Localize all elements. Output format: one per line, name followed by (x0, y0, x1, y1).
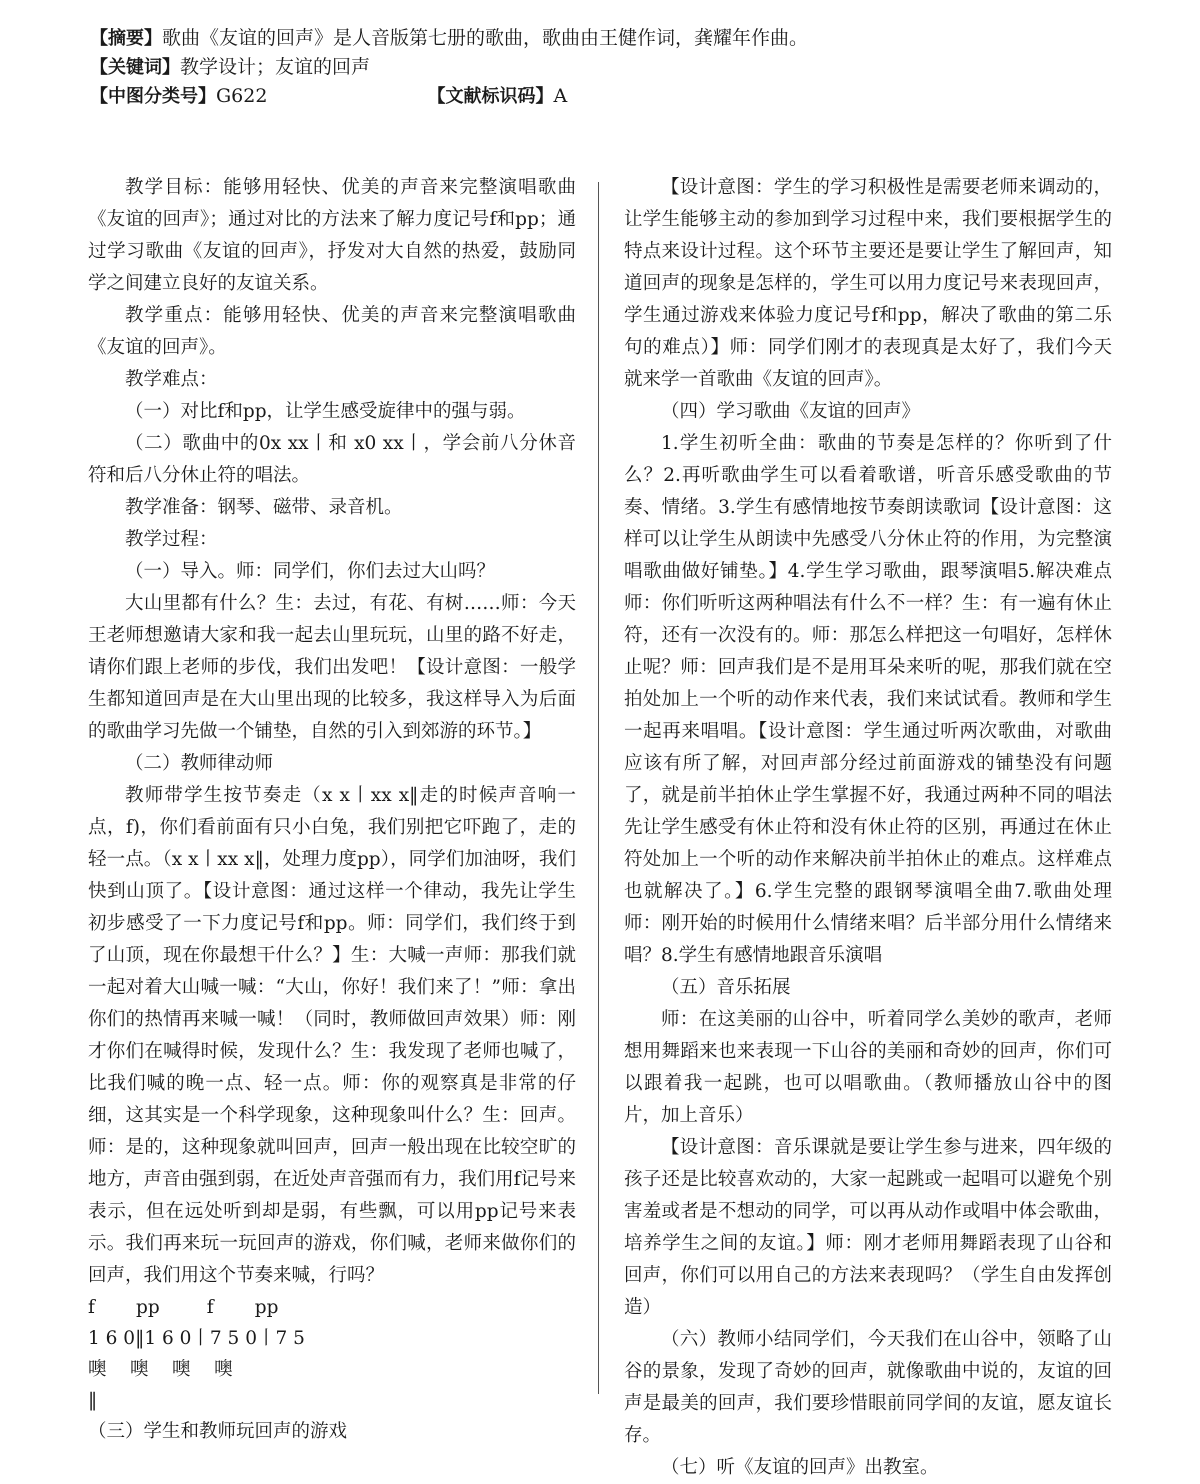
notation-dynamics: f pp f pp (88, 1297, 279, 1318)
article-metadata (90, 24, 1130, 111)
classification-line (90, 82, 1130, 111)
column-divider (598, 182, 599, 1394)
clc-label: 【中图分类号】 (90, 86, 216, 107)
paragraph: （一）导入。师：同学们，你们去过大山吗？ (125, 561, 496, 582)
paragraph: 教学目标：能够用轻快、优美的声音来完整演唱歌曲《友谊的回声》；通过对比的方法来了解力度记号f和pp；通过学习歌曲《友谊的回声》，抒发对大自然的热爱，鼓励同学之间建立良好的友谊关系。 (88, 177, 576, 294)
paragraph: （五）音乐拓展 (661, 977, 791, 998)
paragraph: （六）教师小结同学们，今天我们在山谷中，领略了山谷的景象，发现了奇妙的回声，就像歌曲中说的，友谊的回声是最美的回声，我们要珍惜眼前同学间的友谊，愿友谊长存。 (624, 1329, 1112, 1446)
music-notation (88, 1292, 576, 1416)
keywords-text: 教学设计；友谊的回声 (180, 56, 371, 78)
abstract-line (90, 24, 1130, 53)
paragraph: 师：在这美丽的山谷中，听着同学么美妙的歌声，老师想用舞蹈来也来表现一下山谷的美丽和奇妙的回声，你们可以跟着我一起跳，也可以唱歌曲。（教师播放山谷中的图片，加上音乐） (624, 1009, 1112, 1126)
paragraph: 1.学生初听全曲：歌曲的节奏是怎样的？你听到了什么？2.再听歌曲学生可以看着歌谱，听音乐感受歌曲的节奏、情绪。3.学生有感情地按节奏朗读歌词【设计意图：这样可以让学生从朗读中先感受八分休止符的作用，为完整演唱歌曲做好铺垫。】4.学生学习歌曲，跟琴演唱5.解决难点师：你们听听这两种唱法有什么不一样？生：有一遍有休止符，还有一次没有的。师：那怎么样把这一句唱好，怎样休止呢？师：回声我们是不是用耳朵来听的呢，那我们就在空拍处加上一个听的动作来代表，我们来试试看。教师和学生一起再来唱唱。【设计意图：学生通过听两次歌曲，对歌曲应该有所了解，对回声部分经过前面游戏的铺垫没有问题了，就是前半拍休止学生掌握不好，我通过两种不同的唱法先让学生感受有休止符和没有休止符的区别，再通过在休止符处加上一个听的动作来解决前半拍休止的难点。这样难点也就解决了。】6.学生完整的跟钢琴演唱全曲7.歌曲处理师：刚开始的时候用什么情绪来唱？后半部分用什么情绪来唱？8.学生有感情地跟音乐演唱 (624, 433, 1112, 966)
right-column (624, 172, 1112, 1484)
doc-code-label: 【文献标识码】 (427, 86, 554, 107)
paragraph: （二）歌曲中的0x xx丨和 x0 xx丨，学会前八分休音符和后八分休止符的唱法。 (88, 433, 576, 486)
paragraph: 教学难点： (125, 369, 218, 390)
paragraph: 教师带学生按节奏走（x x丨xx x‖走的时候声音响一点，f)，你们看前面有只小白兔，我们别把它吓跑了，走的轻一点。（x x丨xx x‖，处理力度pp），同学们加油呀，我们快到山顶了。【设计意图：通过这样一个律动，我先让学生初步感受了一下力度记号f和pp。师：同学们，我们终于到了山顶，现在你最想干什么？】生：大喊一声师：那我们就一起对着大山喊一喊：“大山，你好！我们来了！”师：拿出你们的热情再来喊一喊！（同时，教师做回声效果）师：刚才你们在喊得时候，发现什么？生：我发现了老师也喊了，比我们喊的晚一点、轻一点。师：你的观察真是非常的仔细，这其实是一个科学现象，这种现象叫什么？生：回声。师：是的，这种现象就叫回声，回声一般出现在比较空旷的地方，声音由强到弱，在近处声音强而有力，我们用f记号来表示，但在远处听到却是弱，有些飘，可以用pp记号来表示。我们再来玩一玩回声的游戏，你们喊，老师来做你们的回声，我们用这个节奏来喊，行吗？ (88, 785, 576, 1286)
paragraph: 教学重点：能够用轻快、优美的声音来完整演唱歌曲《友谊的回声》。 (88, 305, 576, 358)
abstract-text: 歌曲《友谊的回声》是人音版第七册的歌曲，歌曲由王健作词，龚耀年作曲。 (162, 27, 809, 49)
keywords-line (90, 53, 1130, 82)
paragraph: （四）学习歌曲《友谊的回声》 (661, 401, 921, 422)
abstract-label: 【摘要】 (90, 28, 162, 49)
paragraph: （一）对比f和pp，让学生感受旋律中的强与弱。 (125, 401, 526, 422)
left-column (88, 172, 576, 1448)
paragraph: 大山里都有什么？生：去过，有花、有树……师：今天王老师想邀请大家和我一起去山里玩玩，山里的路不好走，请你们跟上老师的步伐，我们出发吧！【设计意图：一般学生都知道回声是在大山里出现的比较多，我这样导入为后面的歌曲学习先做一个铺垫，自然的引入到郊游的环节。】 (88, 593, 576, 742)
notation-lyrics: 噢 噢 噢 噢 (88, 1359, 233, 1380)
doc-code-value: A (553, 85, 568, 107)
paragraph: （七）听《友谊的回声》出教室。 (661, 1457, 939, 1478)
notation-melody: 1 6 0‖1 6 0丨7 5 0丨7 5 (88, 1328, 305, 1349)
section-heading: （三）学生和教师玩回声的游戏 (88, 1421, 348, 1442)
keywords-label: 【关键词】 (90, 57, 180, 78)
notation-ending: ‖ (88, 1390, 98, 1411)
paragraph: 教学准备：钢琴、磁带、录音机。 (125, 497, 403, 518)
paragraph: 【设计意图：音乐课就是要让学生参与进来，四年级的孩子还是比较喜欢动的，大家一起跳或一起唱可以避免个别害羞或者是不想动的同学，可以再从动作或唱中体会歌曲，培养学生之间的友谊。】师：刚才老师用舞蹈表现了山谷和回声，你们可以用自己的方法来表现吗？（学生自由发挥创造） (624, 1137, 1112, 1318)
clc-value: G622 (216, 85, 268, 107)
paragraph: （二）教师律动师 (125, 753, 274, 774)
paragraph: 教学过程： (125, 529, 218, 550)
paragraph: 【设计意图：学生的学习积极性是需要老师来调动的，让学生能够主动的参加到学习过程中来，我们要根据学生的特点来设计过程。这个环节主要还是要让学生了解回声，知道回声的现象是怎样的，学生可以用力度记号来表现回声，学生通过游戏来体验力度记号f和pp，解决了歌曲的第二乐句的难点）】师：同学们刚才的表现真是太好了，我们今天就来学一首歌曲《友谊的回声》。 (624, 177, 1112, 390)
